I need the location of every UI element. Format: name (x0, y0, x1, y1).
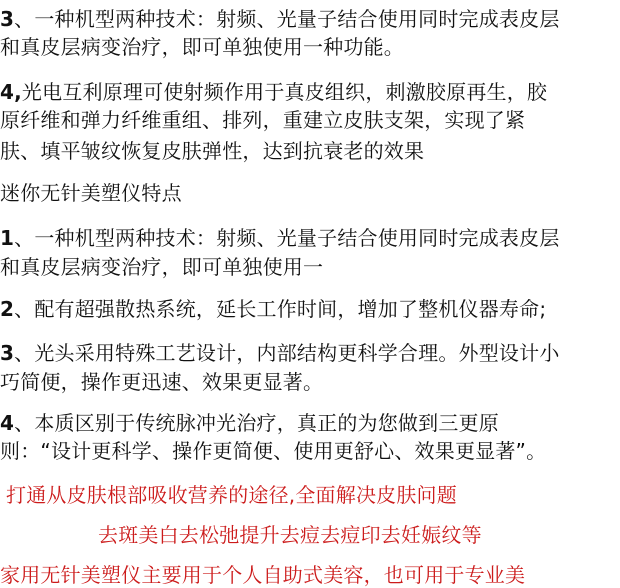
feature-3-line-1 (0, 340, 560, 366)
block-4-line-2: 原纤维和弹力纤维重组、排列，重建立皮肤支架，实现了紧 (0, 108, 526, 132)
feature-3-text-1: 、光头采用特殊工艺设计，内部结构更科学合理。外型设计小 (14, 341, 560, 365)
block-4-text-1: 光电互利原理可使射频作用于真皮组织，刺激胶原再生，胶 (21, 80, 548, 104)
section-title: 迷你无针美塑仪特点 (0, 181, 182, 205)
block-3-line-2: 和真皮层病变治疗，即可单独使用一种功能。 (0, 35, 404, 59)
feature-2-line-1 (0, 296, 546, 322)
block-4-line-1 (0, 79, 547, 105)
feature-1-line-1 (0, 225, 560, 251)
feature-4-text-1: 、本质区别于传统脉冲光治疗，真正的为您做到三更原 (14, 411, 499, 435)
feature-1-line-2: 和真皮层病变治疗，即可单独使用一 (0, 255, 324, 279)
block-3-text-1: 、一种机型两种技术：射频、光量子结合使用同时完成表皮层 (14, 7, 560, 31)
promo-line-2: 去斑美白去松弛提升去痘去痘印去妊娠纹等 (98, 523, 482, 547)
block-4-number: 4, (0, 80, 22, 104)
feature-1-text-1: 、一种机型两种技术：射频、光量子结合使用同时完成表皮层 (14, 226, 560, 250)
feature-4-line-1 (0, 410, 499, 436)
block-4-line-3: 肤、填平皱纹恢复皮肤弹性，达到抗衰老的效果 (0, 139, 425, 163)
feature-4-line-2: 则：“设计更科学、操作更简便、使用更舒心、效果更显著”。 (0, 439, 547, 463)
block-3-number: 3 (0, 7, 15, 31)
feature-2-number: 2 (0, 297, 15, 321)
block-3-line-1 (0, 6, 560, 32)
promo-line-3: 家用无针美塑仪主要用于个人自助式美容，也可用于专业美 (0, 563, 526, 587)
feature-3-number: 3 (0, 341, 15, 365)
feature-2-text-1: 、配有超强散热系统，延长工作时间，增加了整机仪器寿命; (14, 297, 547, 321)
feature-4-number: 4 (0, 411, 15, 435)
feature-1-number: 1 (0, 226, 15, 250)
feature-3-line-2: 巧简便，操作更迅速、效果更显著。 (0, 370, 324, 394)
promo-line-1: 打通从皮肤根部吸收营养的途径,全面解决皮肤问题 (6, 483, 457, 507)
